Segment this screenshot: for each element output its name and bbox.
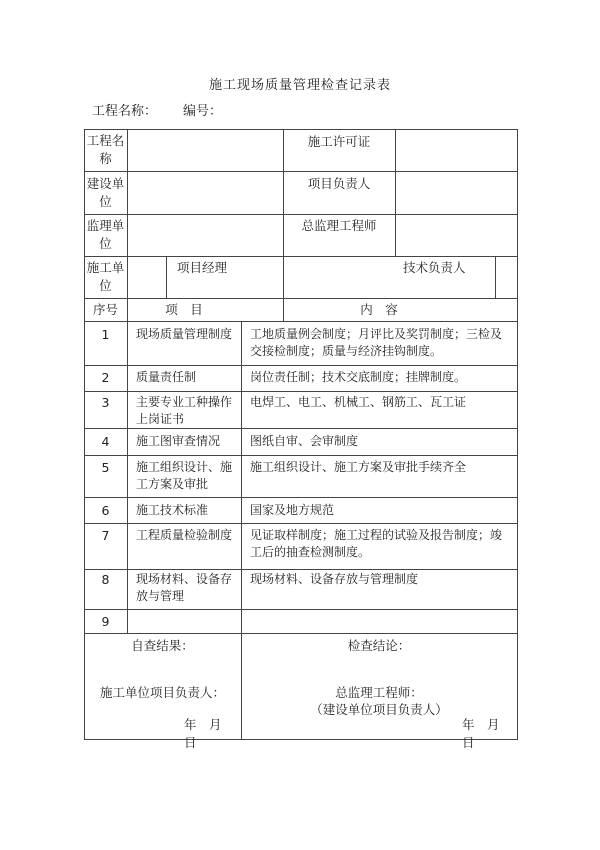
grid-line bbox=[84, 391, 518, 392]
grid-line bbox=[395, 129, 396, 256]
grid-line bbox=[84, 171, 518, 172]
row-number: 6 bbox=[101, 503, 110, 518]
self-check-signer: 施工单位项目负责人： bbox=[99, 685, 225, 700]
self-check-date: 年 月 日 bbox=[184, 717, 235, 750]
row-item: 施工组织设计、施工方案及审批 bbox=[136, 460, 233, 491]
grid-line bbox=[84, 633, 518, 634]
row-item: 现场质量管理制度 bbox=[136, 327, 233, 341]
column-header-item: 项 目 bbox=[165, 302, 203, 317]
row-number: 4 bbox=[101, 434, 110, 449]
row-number: 7 bbox=[101, 528, 110, 543]
grid-line bbox=[84, 523, 518, 524]
row-number: 1 bbox=[101, 327, 110, 342]
row-content: 见证取样制度；施工过程的试验及报告制度；竣工后的抽查检测制度。 bbox=[250, 528, 503, 559]
row-content: 工地质量例会制度；月评比及奖罚制度；三检及交接检制度；质量与经济挂钩制度。 bbox=[250, 327, 503, 358]
project-leader-label: 项目负责人 bbox=[307, 176, 371, 191]
grid-line bbox=[84, 569, 518, 570]
construction-unit-label: 施工单位 bbox=[86, 260, 125, 293]
grid-line bbox=[127, 321, 128, 633]
grid-line bbox=[84, 455, 518, 456]
self-check-label: 自查结果： bbox=[131, 638, 194, 653]
row-content: 施工组织设计、施工方案及审批手续齐全 bbox=[250, 460, 467, 474]
grid-line bbox=[84, 129, 518, 130]
row-item: 工程质量检验制度 bbox=[136, 528, 233, 542]
grid-line bbox=[84, 321, 518, 322]
grid-line bbox=[84, 256, 518, 257]
grid-line bbox=[84, 428, 518, 429]
construction-permit-label: 施工许可证 bbox=[307, 134, 371, 149]
row-number: 2 bbox=[101, 370, 110, 385]
row-content: 电焊工、电工、机械工、钢筋工、瓦工证 bbox=[250, 395, 467, 409]
builder-leader-signer: （建设单位项目负责人） bbox=[310, 702, 448, 717]
row-content: 国家及地方规范 bbox=[250, 503, 335, 517]
grid-line bbox=[84, 298, 518, 299]
chief-supervisor-signer: 总监理工程师： bbox=[335, 685, 423, 700]
row-number: 3 bbox=[101, 395, 110, 410]
grid-line bbox=[84, 497, 518, 498]
builder-unit-label: 建设单位 bbox=[86, 176, 125, 209]
column-header-content: 内 容 bbox=[360, 302, 398, 317]
grid-line bbox=[241, 321, 242, 739]
chief-supervisor-label: 总监理工程师 bbox=[301, 218, 377, 233]
grid-line bbox=[517, 129, 518, 740]
project-name-cell: 工程名称 bbox=[86, 133, 125, 166]
row-item: 主要专业工种操作上岗证书 bbox=[136, 395, 233, 426]
grid-line bbox=[84, 739, 518, 740]
project-name-label: 工程名称： bbox=[92, 104, 158, 119]
row-number: 9 bbox=[101, 614, 110, 629]
grid-line bbox=[495, 256, 496, 298]
row-item: 现场材料、设备存放与管理 bbox=[136, 572, 233, 603]
grid-line bbox=[84, 609, 518, 610]
row-number: 5 bbox=[101, 460, 110, 475]
supervision-unit-label: 监理单位 bbox=[86, 218, 125, 251]
inspection-date: 年 月 日 bbox=[462, 717, 513, 750]
column-header-seq: 序号 bbox=[92, 302, 118, 317]
grid-line bbox=[84, 214, 518, 215]
row-content: 岗位责任制；技术交底制度；挂牌制度。 bbox=[250, 370, 467, 384]
row-item: 施工图审查情况 bbox=[136, 434, 221, 448]
number-label: 编号： bbox=[183, 104, 223, 119]
technical-leader-label: 技术负责人 bbox=[403, 260, 466, 275]
row-number: 8 bbox=[101, 572, 110, 587]
page-title: 施工现场质量管理检查记录表 bbox=[208, 78, 391, 93]
inspection-conclusion-label: 检查结论： bbox=[347, 638, 411, 653]
row-item: 质量责任制 bbox=[136, 370, 197, 384]
row-content: 现场材料、设备存放与管理制度 bbox=[250, 572, 419, 586]
grid-line bbox=[127, 129, 128, 321]
row-item: 施工技术标准 bbox=[136, 503, 209, 517]
row-content: 图纸自审、会审制度 bbox=[250, 434, 359, 448]
grid-line bbox=[84, 365, 518, 366]
project-manager-label: 项目经理 bbox=[177, 260, 228, 275]
grid-line bbox=[166, 256, 167, 298]
inspection-table bbox=[84, 129, 518, 750]
